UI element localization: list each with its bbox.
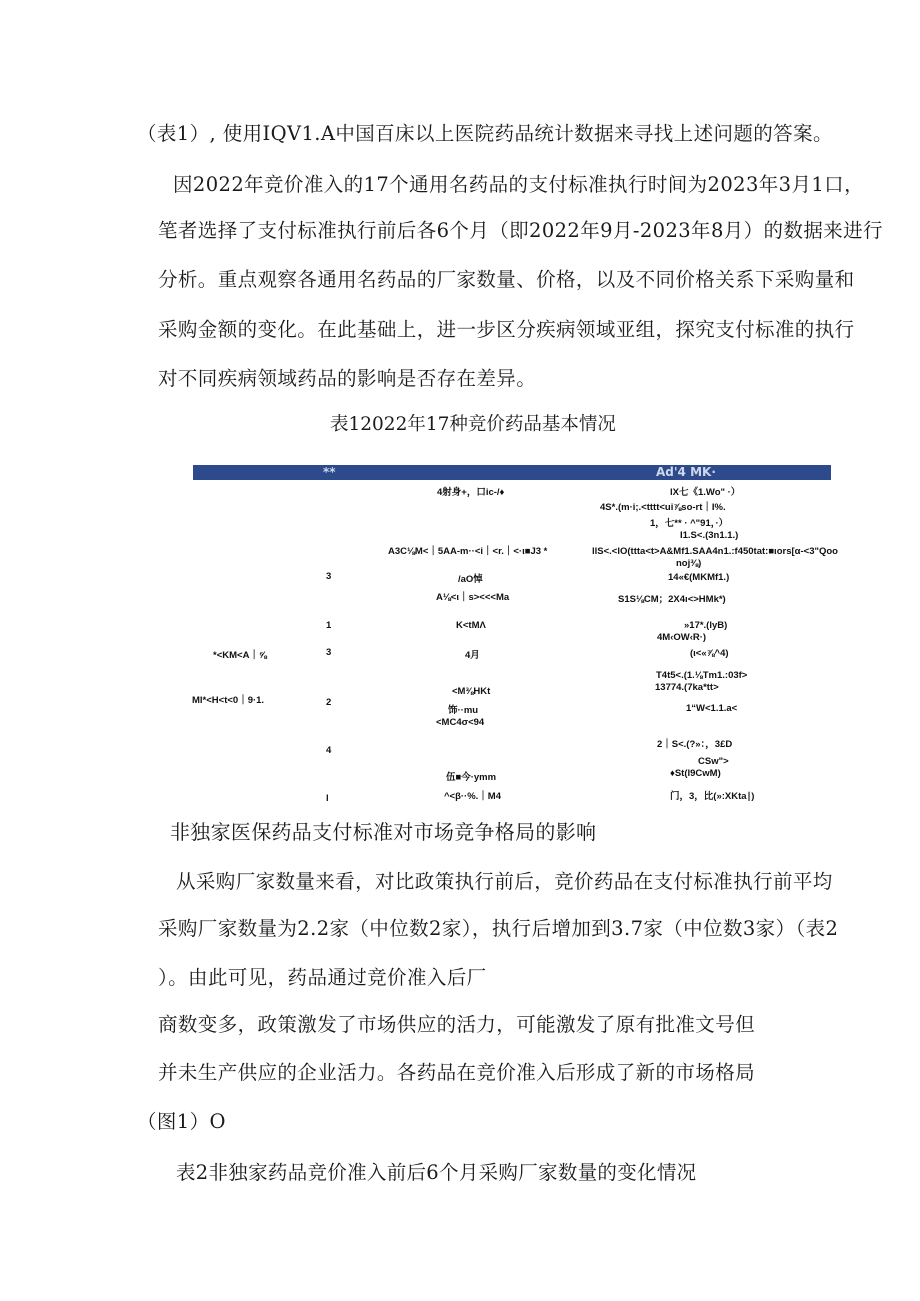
table-cell: Ml*<H<t<0｜9·1. xyxy=(192,695,265,706)
table-cell: K<tMΛ xyxy=(456,620,486,631)
paragraph-line: 对不同疾病领域药品的影响是否存在差异。 xyxy=(158,367,537,390)
table-cell: 伍■今·ymm xyxy=(446,772,497,783)
table-cell: l xyxy=(326,793,329,804)
table-cell: <M⅜HKt xyxy=(452,686,491,697)
table1-header xyxy=(193,465,831,480)
table2-caption: 表2非独家药品竞价准入前后6个月采购厂家数量的变化情况 xyxy=(176,1161,697,1184)
paragraph-line: 采购厂家数量为2.2家（中位数2家），执行后增加到3.7家（中位数3家）（表2 xyxy=(158,917,839,940)
table-cell: 14«€(MKMf1.) xyxy=(668,572,730,583)
table-cell: »17*.(lyB) xyxy=(684,620,728,631)
paragraph-line: ）。由此可见，药品通过竞价准入后厂 xyxy=(158,966,487,989)
paragraph-line: 笔者选择了支付标准执行前后各6个月（即2022年9月-2023年8月）的数据来进行 xyxy=(158,219,883,242)
table-cell: 4月 xyxy=(465,650,480,661)
table-cell: 4 xyxy=(326,745,332,756)
table-cell: 饰··mu xyxy=(448,705,479,716)
table-cell: ♦St(l9CwM) xyxy=(670,768,721,779)
table-cell: 4S*.(m·i;.<tttt<ui⅞so-rt｜I%. xyxy=(600,502,726,513)
paragraph-line: 采购金额的变化。在此基础上，进一步区分疾病领域亚组，探究支付标准的执行 xyxy=(158,318,855,341)
table-cell: *<KM<A｜⅝ xyxy=(213,650,267,661)
paragraph-line: 商数变多，政策激发了市场供应的活力，可能激发了原有批准文号但 xyxy=(158,1013,756,1036)
table-cell: (ι<«⅞^4) xyxy=(690,648,729,659)
table-cell: ^<β··%.｜M4 xyxy=(444,791,502,802)
table-cell: 3 xyxy=(326,571,332,582)
table-cell: lX七《1.Wo" ·） xyxy=(670,487,741,498)
table-cell: 4M‹OW‹R·) xyxy=(657,632,707,643)
paragraph-line: （表1）, 使用IQV1.A中国百床以上医院药品统计数据来寻找上述问题的答案。 xyxy=(137,122,833,145)
table1-header-col2: ** xyxy=(323,465,336,479)
table-cell: 3 xyxy=(326,647,332,658)
table-cell: I1.S<.(3n1.1.) xyxy=(680,530,739,541)
paragraph-line: 分析。重点观察各通用名药品的厂家数量、价格，以及不同价格关系下采购量和 xyxy=(158,268,855,291)
table-cell: CSw"> xyxy=(698,756,729,767)
table-cell: S1S⅛CM；2X4ı<>HMk*) xyxy=(618,594,726,605)
section-heading: 非独家医保药品支付标准对市场竞争格局的影响 xyxy=(170,820,597,844)
table-cell: T4t5<.(1.⅛Tm1.:03f> xyxy=(656,670,748,681)
table-cell: 13774.(7ka*tt> xyxy=(655,682,719,693)
paragraph-line: （图1）O xyxy=(137,1110,226,1133)
table-cell: /aO悼 xyxy=(458,574,483,585)
table-cell: 1 xyxy=(326,620,332,631)
table-cell: 2｜S<.(?»：，3£D xyxy=(657,739,733,750)
table-cell: A⅛<ι｜s><<<Ma xyxy=(436,592,510,603)
paragraph-line: 从采购厂家数量来看，对比政策执行前后，竞价药品在支付标准执行前平均 xyxy=(176,870,833,893)
table-cell: 2 xyxy=(326,697,332,708)
table-cell: 4射身+，口ic-/♦ xyxy=(437,487,505,498)
table1-caption: 表12022年17种竞价药品基本情况 xyxy=(330,414,616,435)
table-cell: 1“W<1.1.a< xyxy=(686,703,738,714)
table-cell: 门，3，比(»:XKta∣) xyxy=(670,791,755,802)
table-cell: noj⅜) xyxy=(676,558,702,569)
table-cell: llS<.<lO(ttta<t>A&Mf1.SAA4n1.:f450tat:■ιors[α-<3"Qoo xyxy=(592,546,838,557)
table1-header-col3: Ad'4 MK· xyxy=(656,465,716,479)
table-cell: <MC4σ<94 xyxy=(436,717,485,728)
table-cell: 1，七** · ^"91，·） xyxy=(650,518,729,529)
paragraph-line: 并未生产供应的企业活力。各药品在竞价准入后形成了新的市场格局 xyxy=(158,1061,756,1084)
table-cell: A3C⅛M<｜5AA-m··<i｜<r.｜<·ι■J3 * xyxy=(388,546,548,557)
paragraph-line: 因2022年竞价准入的17个通用名药品的支付标准执行时间为2023年3月1口， xyxy=(173,173,864,196)
